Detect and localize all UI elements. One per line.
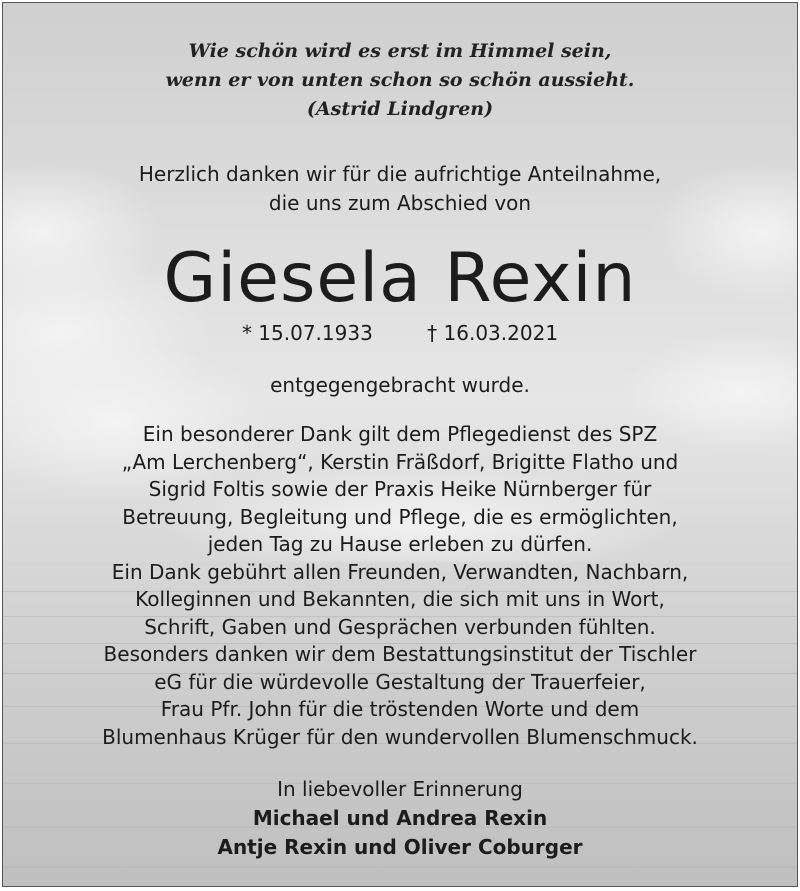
death-date: † 16.03.2021 <box>427 321 559 345</box>
thanks-line: Betreuung, Begleitung und Pflege, die es ermöglichten, <box>122 504 678 529</box>
intro-text <box>3 160 797 218</box>
thanks-line: Ein besonderer Dank gilt dem Pflegedienst des SPZ <box>142 422 658 446</box>
thanks-line: jeden Tag zu Hause erleben zu dürfen. <box>207 532 593 556</box>
quote-line: Wie schön wird es erst im Himmel sein, <box>188 40 612 62</box>
mourner-names: Antje Rexin und Oliver Coburger <box>217 835 583 859</box>
obituary-notice <box>2 2 798 887</box>
thanks-text <box>3 421 797 751</box>
mourner-names: Michael und Andrea Rexin <box>252 806 548 830</box>
life-dates <box>3 319 797 347</box>
quote <box>3 37 797 124</box>
closing-phrase: In liebevoller Erinnerung <box>277 777 523 801</box>
quote-author: (Astrid Lindgren) <box>306 98 494 120</box>
quote-line: wenn er von unten schon so schön aussieht. <box>165 69 635 91</box>
thanks-line: Besonders danken wir dem Bestattungsinstitut der Tischler <box>103 642 697 666</box>
thanks-line: Frau Pfr. John für die tröstenden Worte und dem <box>160 697 640 721</box>
after-name-text: entgegengebracht wurde. <box>270 373 530 397</box>
thanks-line: Kolleginnen und Bekannten, die sich mit uns in Wort, <box>135 587 665 611</box>
birth-date: * 15.07.1933 <box>241 321 373 345</box>
thanks-line: Blumenhaus Krüger für den wundervollen Blumenschmuck. <box>102 724 698 749</box>
thanks-line: Sigrid Foltis sowie der Praxis Heike Nürnberger für <box>148 477 652 501</box>
intro-line: Herzlich danken wir für die aufrichtige Anteilnahme, <box>138 162 662 186</box>
closing <box>3 775 797 862</box>
intro-line: die uns zum Abschied von <box>268 191 532 215</box>
deceased-name: Giesela Rexin <box>163 239 637 318</box>
thanks-line: „Am Lerchenberg“, Kerstin Fräßdorf, Brigitte Flatho und <box>121 449 679 474</box>
thanks-line: Ein Dank gebührt allen Freunden, Verwandten, Nachbarn, <box>111 559 689 584</box>
thanks-line: Schrift, Gaben und Gesprächen verbunden fühlten. <box>144 614 656 639</box>
thanks-line: eG für die würdevolle Gestaltung der Trauerfeier, <box>154 669 646 694</box>
